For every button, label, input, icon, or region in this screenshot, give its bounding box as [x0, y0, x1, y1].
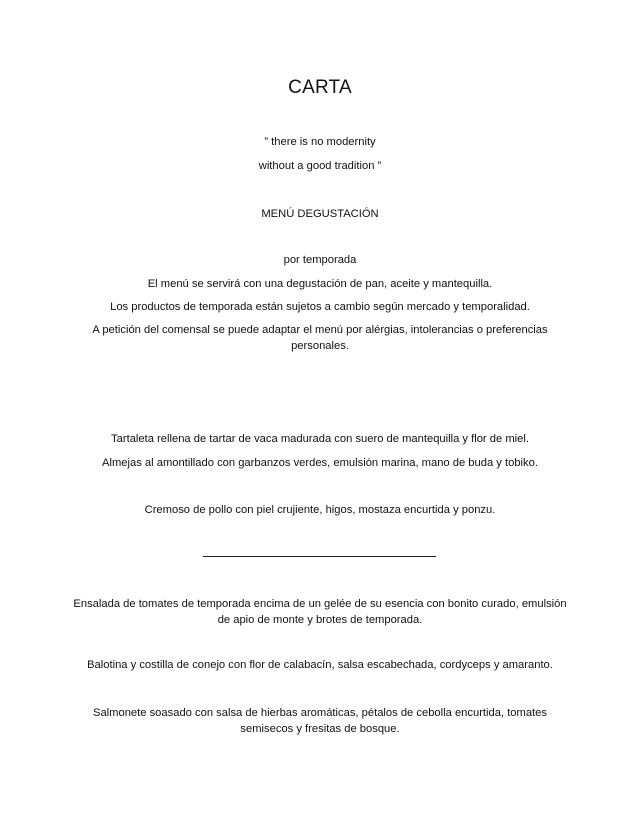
dish-item: Salmonete soasado con salsa de hierbas aromáticas, pétalos de cebolla encurtida, tomates semisecos y fresitas de bosque.	[93, 707, 547, 735]
quote-line-2: without a good tradition ”	[258, 160, 382, 172]
bread-note: El menú se servirá con una degustación de pan, aceite y mantequilla.	[147, 278, 493, 290]
adapt-note: A petición del comensal se puede adaptar el menú por alérgias, intolerancias o preferencias personales.	[92, 324, 548, 352]
dish-item: Ensalada de tomates de temporada encima de un gelée de su esencia con bonito curado, emulsión de apio de monte y brotes de temporada.	[73, 598, 567, 626]
section-divider	[203, 556, 436, 557]
dish-item: Tartaleta rellena de tartar de vaca madurada con suero de mantequilla y flor de miel.	[111, 433, 529, 445]
dish-item: Balotina y costilla de conejo con flor de calabacín, salsa escabechada, cordyceps y amaranto.	[87, 659, 553, 671]
products-note: Los productos de temporada están sujetos a cambio según mercado y temporalidad.	[110, 301, 530, 313]
quote-line-1: ” there is no modernity	[264, 136, 376, 148]
menu-heading: MENÚ DEGUSTACIÓN	[261, 208, 379, 220]
page-title: CARTA	[288, 77, 352, 98]
dish-item: Almejas al amontillado con garbanzos verdes, emulsión marina, mano de buda y tobiko.	[102, 457, 538, 469]
season-note: por temporada	[283, 254, 357, 266]
dish-item: Cremoso de pollo con piel crujiente, higos, mostaza encurtida y ponzu.	[144, 504, 496, 516]
